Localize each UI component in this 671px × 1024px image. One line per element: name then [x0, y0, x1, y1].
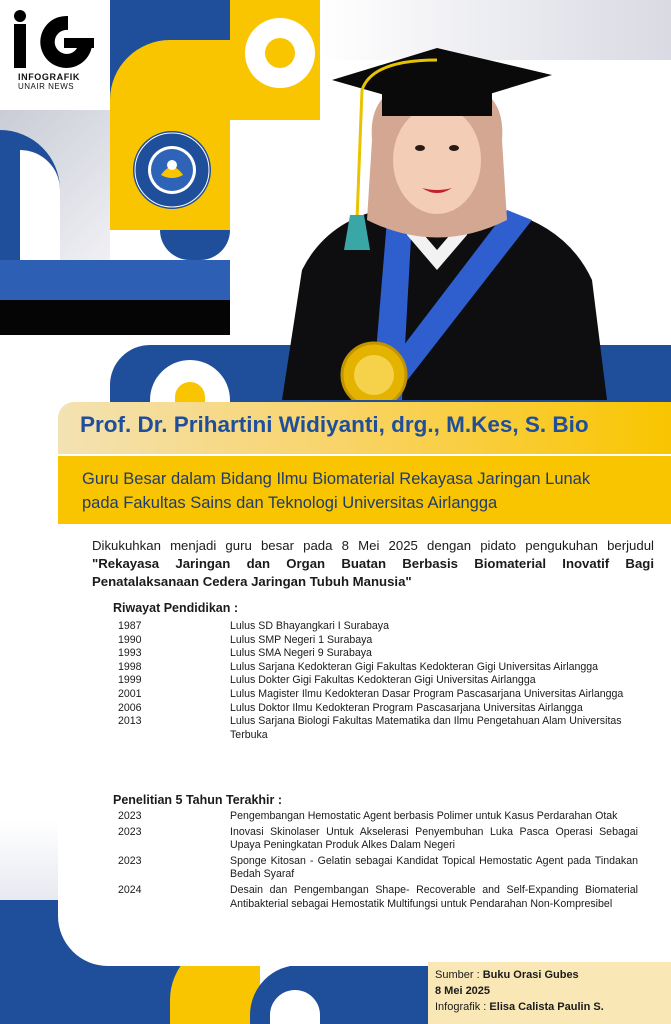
research-row	[118, 855, 638, 882]
education-row	[118, 634, 638, 648]
speech-title: "Rekayasa Jaringan dan Organ Buatan Berbasis Biomaterial Inovatif Bagi Penatalaksanaan Cedera Jaringan Tubuh Manusia"	[92, 556, 654, 589]
research-row	[118, 810, 638, 824]
ig-logo-icon	[8, 10, 100, 74]
education-row	[118, 620, 638, 634]
research-text: Inovasi Skinolaser Untuk Akselerasi Penyembuhan Luka Pasca Operasi Sebagai Upaya Peningkatan Produk Alkes Dalam Negeri	[230, 825, 638, 852]
research-text: Sponge Kitosan - Gelatin sebagai Kandidat Topical Hemostatic Agent pada Tindakan Bedah Syaraf	[230, 854, 638, 881]
footer-date: 8 Mei 2025	[435, 985, 491, 997]
research-row	[118, 884, 638, 911]
logo-line2: UNAIR NEWS	[18, 82, 75, 91]
research-year: 2023	[118, 825, 142, 838]
decor-navy-bottom3	[350, 960, 430, 1024]
research-text: Pengembangan Hemostatic Agent berbasis Polimer untuk Kasus Perdarahan Otak	[230, 810, 618, 822]
education-text: Lulus SD Bhayangkari I Surabaya	[230, 620, 389, 632]
research-year: 2023	[118, 854, 142, 867]
education-row	[118, 702, 638, 716]
education-heading: Riwayat Pendidikan :	[113, 601, 239, 615]
decor-black-stripe	[0, 300, 230, 335]
education-text: Lulus Sarjana Biologi Fakultas Matematika dan Ilmu Pengetahuan Alam Universitas Terbuka	[230, 715, 622, 741]
infographic-line	[435, 999, 604, 1015]
footer-credits	[435, 967, 604, 1015]
education-text: Lulus SMP Negeri 1 Surabaya	[230, 633, 373, 646]
person-title-line2: pada Fakultas Sains dan Teknologi Universitas Airlangga	[82, 494, 498, 512]
logo-line1: INFOGRAFIK	[18, 72, 80, 82]
education-year: 1993	[118, 647, 142, 660]
education-year: 1998	[118, 660, 142, 673]
education-row	[118, 647, 638, 661]
research-heading: Penelitian 5 Tahun Terakhir :	[113, 793, 283, 807]
research-list	[118, 810, 638, 913]
decor-navy-half	[160, 230, 230, 260]
education-text: Lulus SMA Negeri 9 Surabaya	[230, 647, 372, 660]
source-label: Sumber :	[435, 969, 480, 981]
research-text: Desain dan Pengembangan Shape- Recoverable and Self-Expanding Biomaterial Antibakterial sebagai Hemostatik Multifungsi untuk Pendarahan Non-Kompresibel	[230, 883, 638, 910]
person-name: Prof. Dr. Prihartini Widiyanti, drg., M.Kes, S. Bio	[80, 412, 589, 437]
source-value: Buku Orasi Gubes	[482, 969, 579, 981]
education-year: 1990	[118, 633, 142, 646]
research-row	[118, 826, 638, 853]
education-year: 2006	[118, 701, 142, 714]
logo-mark	[8, 10, 100, 79]
education-year: 1987	[118, 620, 142, 632]
education-text: Lulus Doktor Ilmu Kedokteran Program Pascasarjana Universitas Airlangga	[230, 701, 583, 714]
decor-blue-stripe	[0, 260, 230, 300]
brand-logo	[8, 10, 100, 100]
infographic-label: Infografik :	[435, 1001, 487, 1013]
intro-paragraph	[92, 537, 654, 591]
education-year: 2013	[118, 715, 142, 728]
seal-emblem-icon	[133, 131, 211, 209]
education-row	[118, 715, 638, 742]
person-title-line1: Guru Besar dalam Bidang Ilmu Biomaterial Rekayasa Jaringan Lunak	[82, 470, 591, 488]
infographic-value: Elisa Calista Paulin S.	[489, 1001, 604, 1013]
portrait-figure-icon	[262, 20, 612, 400]
date-line	[435, 983, 604, 999]
university-seal	[130, 128, 214, 212]
education-year: 1999	[118, 674, 142, 687]
research-year: 2024	[118, 883, 142, 896]
research-year: 2023	[118, 810, 142, 822]
intro-text: Dikukuhkan menjadi guru besar pada 8 Mei 2025 dengan pidato pengukuhan berjudul	[92, 538, 654, 553]
education-text: Lulus Dokter Gigi Fakultas Kedokteran Gigi Universitas Airlangga	[230, 674, 536, 687]
person-title	[82, 467, 652, 515]
source-line	[435, 967, 604, 983]
education-row	[118, 661, 638, 675]
education-row	[118, 674, 638, 688]
education-year: 2001	[118, 687, 142, 700]
portrait-image	[262, 20, 612, 400]
education-text: Lulus Magister Ilmu Kedokteran Dasar Program Pascasarjana Universitas Airlangga	[230, 687, 624, 700]
education-list	[118, 620, 638, 742]
education-row	[118, 688, 638, 702]
education-text: Lulus Sarjana Kedokteran Gigi Fakultas Kedokteran Gigi Universitas Airlangga	[230, 660, 599, 673]
